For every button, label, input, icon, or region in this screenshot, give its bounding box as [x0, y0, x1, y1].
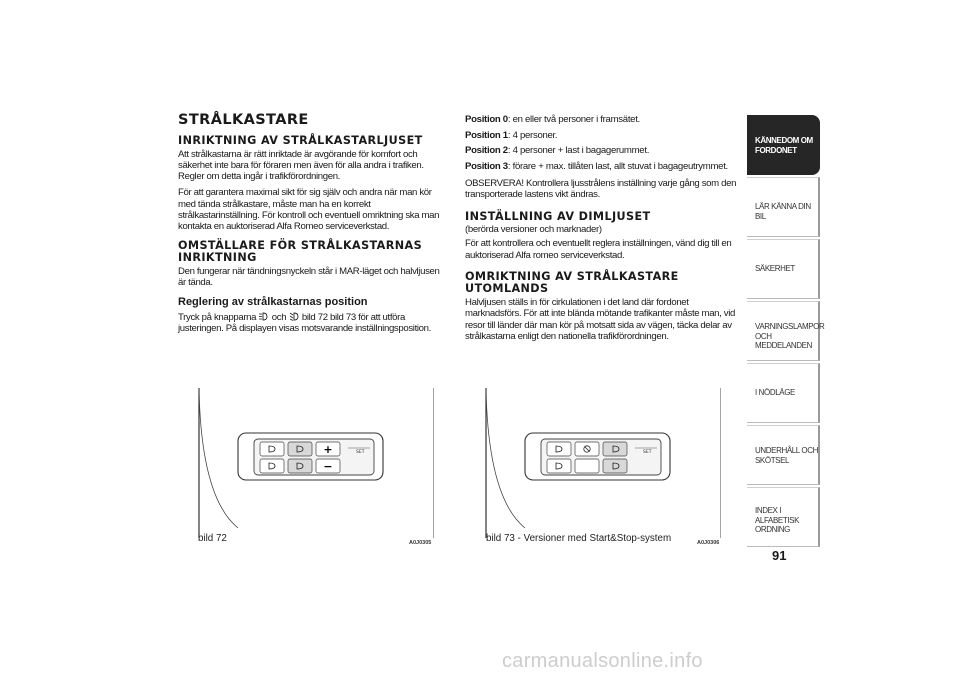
- plus-label: +: [323, 443, 333, 456]
- section-heading-fog-light: INSTÄLLNING AV DIMLJUSET: [465, 209, 651, 223]
- tab-sakerhet[interactable]: SÄKERHET: [747, 239, 820, 299]
- switch-panel-illustration: [198, 388, 434, 538]
- headlight-up-icon: [258, 312, 269, 321]
- figure-72-code: A0J0305: [409, 540, 432, 546]
- tab-index[interactable]: INDEX I ALFABETISK ORDNING: [747, 487, 820, 547]
- tab-varningslampor[interactable]: VARNINGSLAMPOR OCH MEDDELANDEN: [747, 301, 820, 361]
- figure-73-caption: bild 73 - Versioner med Start&Stop-system: [486, 533, 672, 544]
- tab-i-nodlage[interactable]: I NÖDLÄGE: [747, 363, 820, 423]
- right-column: [465, 112, 737, 347]
- section-heading-beam-adjuster: OMSTÄLLARE FÖR STRÅLKASTARNAS INRIKTNING: [178, 238, 423, 265]
- headlight-down-icon: [289, 312, 300, 321]
- switch-panel-illustration-startstop: [485, 388, 721, 538]
- paragraph: För att kontrollera och eventuellt reglera inställningen, vänd dig till en auktoriserad Alfa romeo serviceverkstad.: [465, 238, 732, 261]
- figure-72: [198, 388, 434, 538]
- chapter-tabs: [747, 115, 825, 549]
- page-title: STRÅLKASTARE: [178, 112, 309, 128]
- section-heading-beam-alignment: INRIKTNING AV STRÅLKASTARLJUSET: [178, 134, 423, 147]
- subheading-adjustment: Reglering av strålkastarnas position: [178, 296, 368, 309]
- position-item: Position 3: förare + max. tillåten last, allt stuvat i bagageutrymmet.: [465, 160, 728, 172]
- tab-lar-kanna-din-bil[interactable]: LÄR KÄNNA DIN BIL: [747, 177, 820, 237]
- paragraph-adjustment: Tryck på knapparna och bild 72 bild 73 för att utföra justeringen. På displayen visas motsvarande inställningsposition.: [178, 312, 431, 335]
- figure-73-code: A0J0306: [697, 540, 720, 546]
- minus-label: −: [323, 460, 333, 473]
- section-subheading: (berörda versioner och marknader): [465, 224, 602, 236]
- watermark: carmanualsonline.info: [502, 650, 703, 672]
- note-observe: OBSERVERA! Kontrollera ljusstrålens inställning varje gång som den transporterade lastens vikt ändras.: [465, 178, 737, 201]
- figure-73: [485, 388, 721, 538]
- tab-underhall-och-skotsel[interactable]: UNDERHÅLL OCH SKÖTSEL: [747, 425, 820, 485]
- figure-72-caption: bild 72: [198, 533, 227, 544]
- position-item: Position 0: en eller två personer i framsätet.: [465, 114, 640, 125]
- section-heading-abroad: OMRIKTNING AV STRÅLKASTARE UTOMLANDS: [465, 269, 679, 296]
- set-label: SET: [643, 450, 652, 455]
- paragraph: Den fungerar när tändningsnyckeln står i MAR-läget och halvljusen är tända.: [178, 265, 440, 288]
- position-item: Position 1: 4 personer.: [465, 129, 558, 141]
- page-number: 91: [772, 548, 787, 563]
- left-column: [178, 112, 448, 340]
- tab-kannedom-om-fordonet[interactable]: KÄNNEDOM OM FORDONET: [747, 115, 820, 175]
- position-list: [465, 112, 737, 174]
- position-item: Position 2: 4 personer + last i bagagerummet.: [465, 145, 650, 156]
- paragraph: Halvljusen ställs in för cirkulationen i det land där fordonet marknadsförs. För att inte blända mötande trafikanter måste man, vid resor till länder där man kör på motsatt sida av vägen, täcka delar av strålkastarna enligt den nationella trafikförordningen.: [465, 296, 736, 342]
- paragraph: För att garantera maximal sikt för sig själv och andra när man kör med tända strålkastare, måste man ha en korrekt strålkastarinställning. För kontroll och eventuell omriktning ska man kontakta en auktoriserad Alfa Romeo serviceverkstad.: [178, 187, 440, 233]
- paragraph: Att strålkastarna är rätt inriktade är avgörande för komfort och säkerhet inte bara för föraren men även för alla andra i trafiken. Regler om detta ingår i trafikförordningen.: [178, 148, 424, 183]
- set-label: SET: [356, 450, 365, 455]
